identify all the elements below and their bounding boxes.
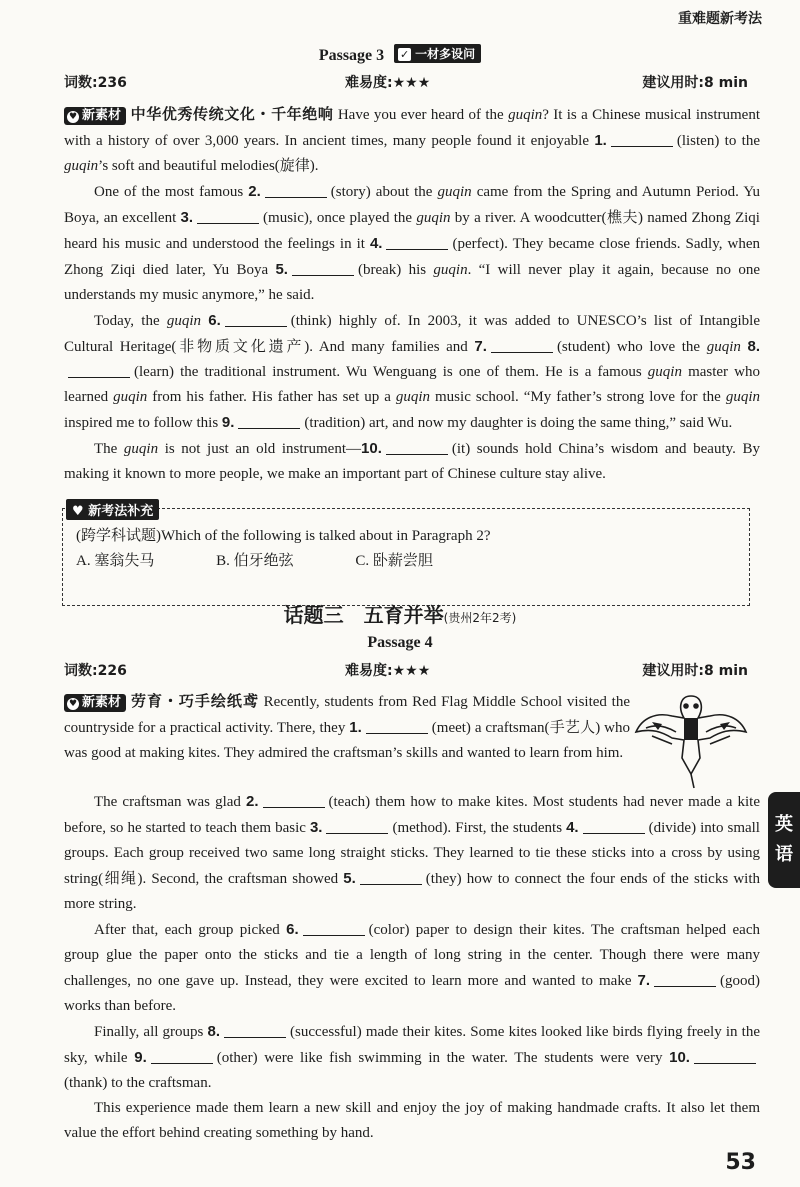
- passage4-p2: [64, 789, 760, 917]
- text-run: music school. “My father’s strong love for the: [430, 389, 726, 405]
- option-c[interactable]: C. 卧薪尝胆: [355, 553, 433, 569]
- text-run: (learn) the traditional instrument. Wu Wenguang is one of them. He is a famous: [134, 364, 648, 380]
- new-material-badge-2: [64, 694, 126, 712]
- text-run: The: [94, 441, 124, 457]
- passage3-difficulty: 难易度:★★★: [345, 75, 431, 91]
- question-number: 7.: [474, 338, 487, 355]
- answer-blank[interactable]: [263, 793, 325, 808]
- option-b[interactable]: B. 伯牙绝弦: [216, 553, 294, 569]
- passage4-p1-para: [64, 689, 630, 766]
- supplement-options: [76, 549, 491, 570]
- answer-blank[interactable]: [694, 1049, 756, 1064]
- question-number: 5.: [343, 870, 356, 887]
- text-run: (think) highly of. In 2003, it was added to UNESCO’s list of Intangible Cultural Heritage(非物质文化遗产). And many families and: [64, 313, 760, 355]
- passage4-p3: [64, 917, 760, 1019]
- question-number: 9.: [221, 414, 235, 431]
- supplement-question-text: Which of the following is talked about in Paragraph 2?: [161, 528, 491, 544]
- text-run: (divide) into small groups. Each group received two same long straight sticks. They learned to tie these sticks into a cross by using string(细绳). Second, the craftsman showed: [64, 820, 760, 887]
- text-run: Recently, students from Red Flag Middle School visited the countryside for a practical activity. There, they: [64, 694, 630, 736]
- question-number: 1.: [349, 719, 362, 736]
- side-tab-char-1: 英: [775, 814, 793, 835]
- answer-blank[interactable]: [151, 1049, 213, 1064]
- text-run: by a river. A woodcutter(樵夫) named Zhong Ziqi heard his music and understood the feelings in it: [64, 210, 760, 252]
- italic-term: guqin: [433, 262, 468, 278]
- text-run: One of the most famous: [94, 184, 249, 200]
- text-run: from his father. His father has set up a: [147, 389, 396, 405]
- text-run: (other) were like fish swimming in the water. The students were very: [216, 1050, 670, 1066]
- answer-blank[interactable]: [238, 414, 300, 429]
- italic-term: guqin: [395, 389, 431, 405]
- italic-term: guqin: [166, 313, 202, 329]
- tag-label: 一材多设问: [415, 47, 476, 61]
- text-run: (meet) a craftsman(手艺人) who was good at making kites. They admired the craftsman’s skills and wanted to learn from him.: [64, 720, 630, 761]
- topic3-title: 话题三 五育并举: [283, 603, 444, 627]
- text-run: (tradition) art, and now my daughter is doing the same thing,” said Wu.: [304, 415, 733, 431]
- answer-blank[interactable]: [366, 719, 428, 734]
- italic-term: guqin: [647, 364, 682, 380]
- passage4-title: Passage 4: [367, 634, 433, 651]
- passage3-p2: [64, 179, 760, 308]
- question-number: 6.: [286, 921, 299, 938]
- question-number: 2.: [246, 793, 259, 810]
- passage3-p4: [64, 436, 760, 487]
- badge-label-2: 新素材: [82, 695, 122, 710]
- passage4-difficulty: 难易度:★★★: [345, 663, 431, 679]
- passage3-p1: [64, 102, 760, 179]
- answer-blank[interactable]: [68, 363, 130, 378]
- question-number: 4.: [369, 235, 383, 252]
- answer-blank[interactable]: [303, 921, 365, 936]
- question-number: 1.: [594, 132, 607, 149]
- question-number: 8.: [207, 1023, 221, 1040]
- passage3-theme: 中华优秀传统文化・千年绝响: [130, 105, 334, 123]
- italic-term: guqin: [416, 210, 451, 226]
- text-run: (story) about the: [330, 184, 438, 200]
- passage3-title-text: Passage 3: [318, 47, 385, 64]
- question-number: 5.: [275, 261, 288, 278]
- passage3-title: [0, 44, 800, 65]
- text-run: (good) works than before.: [64, 973, 760, 1014]
- italic-term: guqin: [706, 339, 741, 355]
- kite-illustration: [632, 688, 750, 792]
- topic3-source: (贵州2年2考): [443, 611, 517, 625]
- text-run: (they) how to connect the four ends of the sticks with more string.: [64, 871, 760, 912]
- text-run: (successful) made their kites. Some kites looked like birds flying freely in the sky, while: [64, 1024, 760, 1066]
- passage4-theme: 劳育・巧手绘纸鸢: [130, 692, 259, 710]
- answer-blank[interactable]: [386, 440, 448, 455]
- text-run: . “I will never play it again, because no one understands my music anymore,” he said.: [64, 262, 760, 303]
- answer-blank[interactable]: [611, 132, 673, 147]
- text-run: (music), once played the: [263, 210, 417, 226]
- text-run: (it) sounds hold China’s wisdom and beauty. By making it known to more people, we make an important part of Chinese culture stay alive.: [64, 441, 760, 482]
- passage4-p4: [64, 1019, 760, 1096]
- answer-blank[interactable]: [292, 261, 354, 276]
- answer-blank[interactable]: [360, 870, 422, 885]
- passage4-body: [64, 789, 760, 1146]
- one-material-tag: [394, 44, 481, 63]
- text-run: The craftsman was glad: [94, 794, 246, 810]
- text-run: This experience made them learn a new skill and enjoy the joy of making handmade crafts. It also let them value the effort behind creating something by hand.: [64, 1100, 760, 1141]
- italic-term: guqin: [437, 184, 472, 200]
- text-run: inspired me to follow this: [64, 415, 222, 431]
- passage3-word-count: 词数:236: [64, 75, 127, 91]
- answer-blank[interactable]: [197, 209, 259, 224]
- text-run: (teach) them how to make kites. Most students had never made a kite before, so he started to teach them basic: [64, 794, 760, 836]
- text-run: (method). First, the students: [392, 820, 567, 836]
- question-number: 10.: [669, 1049, 690, 1066]
- question-number: 4.: [566, 819, 579, 836]
- supplement-label-text: 新考法补充: [88, 504, 154, 519]
- answer-blank[interactable]: [224, 1023, 286, 1038]
- badge-label: 新素材: [82, 108, 122, 123]
- passage4-time: 建议用时:8 min: [642, 663, 748, 679]
- italic-term: guqin: [123, 441, 159, 457]
- question-number: 6.: [208, 312, 221, 329]
- text-run: (listen) to the: [676, 133, 760, 149]
- question-number: 10.: [361, 440, 382, 457]
- answer-blank[interactable]: [654, 972, 716, 987]
- answer-blank[interactable]: [225, 312, 287, 327]
- answer-blank[interactable]: [491, 338, 553, 353]
- running-header: 重难题新考法: [678, 11, 762, 27]
- text-run: [741, 339, 748, 355]
- supplement-question: [76, 524, 491, 545]
- supplement-question-prefix: (跨学科试题): [76, 528, 161, 544]
- option-a[interactable]: A. 塞翁失马: [76, 553, 155, 569]
- answer-blank[interactable]: [265, 183, 327, 198]
- text-run: After that, each group picked: [94, 922, 287, 938]
- supplement-label: ♥ 新考法补充: [66, 499, 159, 520]
- text-run: Have you ever heard of the: [337, 107, 509, 123]
- new-material-badge: [64, 107, 126, 125]
- text-run: is not just an old instrument—: [158, 441, 362, 457]
- heart-icon-2: ♥: [68, 699, 78, 709]
- passage3-body: [64, 102, 760, 487]
- text-run: ’s soft and beautiful melodies(旋律).: [98, 158, 319, 174]
- italic-term: guqin: [508, 107, 543, 123]
- italic-term: guqin: [725, 389, 760, 405]
- heart-icon: ♥: [68, 112, 78, 122]
- text-run: ? It is a Chinese musical instrument with a history of over 3,000 years. In ancient times, many people found it enjoyable: [64, 107, 760, 149]
- question-number: 9.: [134, 1049, 147, 1066]
- text-run: came from the Spring and Autumn Period. Yu Boya, an excellent: [64, 184, 761, 226]
- text-run: Finally, all groups: [94, 1024, 208, 1040]
- side-tab-char-2: 语: [775, 844, 793, 865]
- question-number: 3.: [309, 819, 323, 836]
- text-run: (student) who love the: [556, 339, 707, 355]
- question-number: 2.: [248, 183, 261, 200]
- text-run: master who learned: [64, 364, 760, 405]
- answer-blank[interactable]: [326, 819, 388, 834]
- check-icon: ✓: [400, 48, 410, 61]
- italic-term: guqin: [64, 158, 99, 174]
- passage3-p3: [64, 308, 760, 436]
- text-run: (color) paper to design their kites. The craftsman helped each group glue the paper onto the sticks and tie a length of long string in the center. Though there were many challenges, no one gave up. Instead, they were excited to learn more and wanted to make: [64, 922, 760, 989]
- passage4-p1: [64, 689, 630, 766]
- text-run: (thank) to the craftsman.: [64, 1075, 212, 1091]
- question-number: 3.: [180, 209, 194, 226]
- page-number: 53: [725, 1150, 756, 1175]
- answer-blank[interactable]: [386, 235, 448, 250]
- passage4-word-count: 词数:226: [64, 663, 127, 679]
- text-run: (perfect). They became close friends. Sadly, when Zhong Ziqi died later, Yu Boya: [64, 236, 760, 278]
- question-number: 7.: [637, 972, 650, 989]
- italic-term: guqin: [113, 389, 148, 405]
- question-number: 8.: [747, 338, 761, 355]
- text-run: (break) his: [357, 262, 434, 278]
- passage3-time: 建议用时:8 min: [642, 75, 748, 91]
- passage4-p5: [64, 1096, 760, 1146]
- subject-side-tab: [768, 792, 800, 888]
- answer-blank[interactable]: [583, 819, 645, 834]
- topic3-heading: [0, 599, 800, 628]
- text-run: Today, the: [94, 313, 167, 329]
